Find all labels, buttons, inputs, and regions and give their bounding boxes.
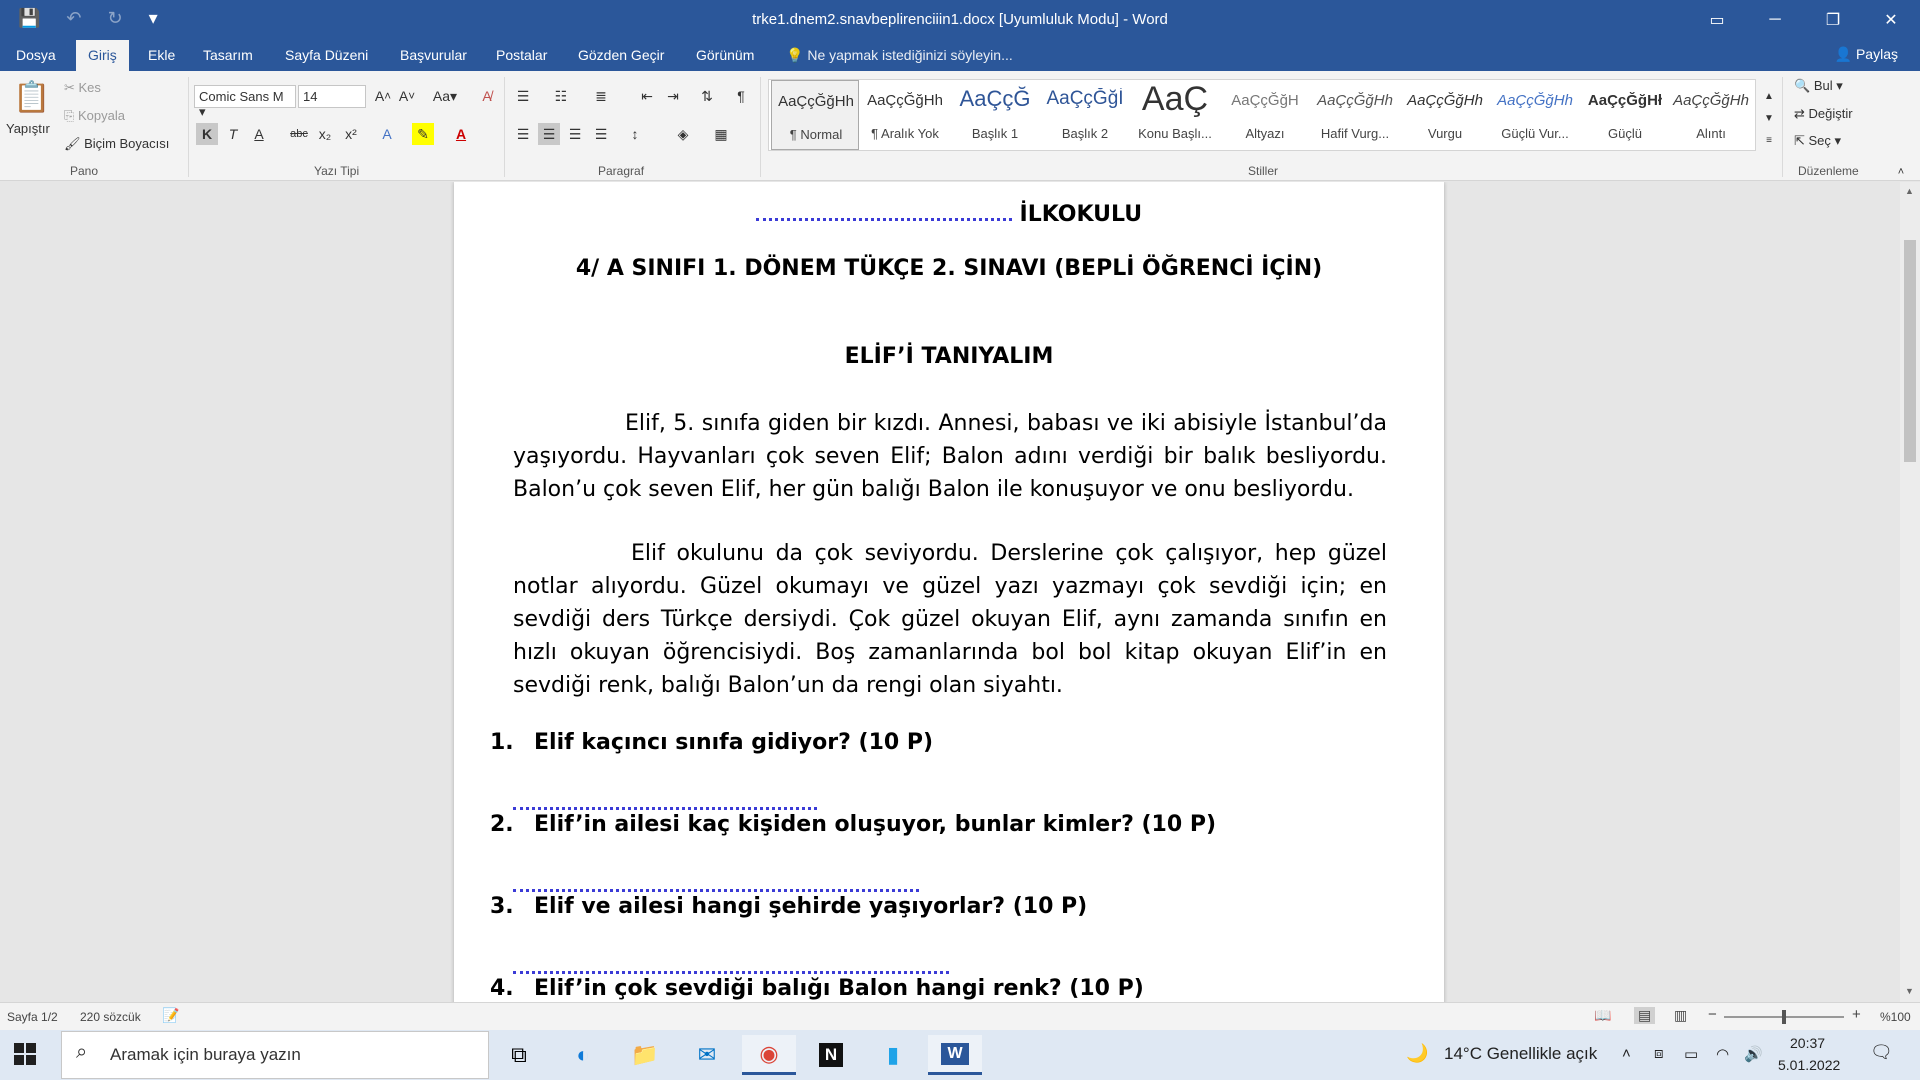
answer-line-2 bbox=[513, 884, 919, 892]
replace-button[interactable]: ⇄ Değiştir bbox=[1794, 106, 1853, 121]
align-right-icon[interactable]: ☰ bbox=[568, 125, 582, 142]
blank-line bbox=[756, 213, 1012, 221]
italic-button[interactable]: T bbox=[228, 126, 238, 142]
style-title[interactable]: AaÇ Konu Başlı... bbox=[1138, 80, 1212, 141]
style-subtitle[interactable]: AaÇçĞğH Altyazı bbox=[1231, 92, 1299, 141]
show-hidden-icons[interactable]: ˄ bbox=[1622, 1045, 1631, 1062]
paragraph-2: Elif okulunu da çok seviyordu. Derslerine çok çalışıyor, hep güzel notlar alıyordu. Güzel okumayı ve güzel yazı yazmayı çok sevdiği için; en sevdiği ders Türkçe dersiydi. Çok güzel okuyan Elif, aynı zamanda sınıfın en hızlı okuyan öğrencisiydi. Boş zamanlarında bol bol kitap okuyan Elif’in en sevdiği renk, balığı Balon’un da rengi olan siyahtı. bbox=[513, 541, 1387, 698]
battery-icon[interactable]: ▭ bbox=[1684, 1046, 1699, 1063]
title-bar bbox=[0, 0, 1920, 40]
styles-gallery bbox=[768, 79, 1756, 151]
clipboard-group-label: Pano bbox=[70, 164, 99, 178]
vertical-scrollbar[interactable] bbox=[1900, 182, 1920, 1002]
question-2: 2. Elif’in ailesi kaç kişiden oluşuyor, bunlar kimler? (10 P) bbox=[490, 812, 1216, 837]
line-spacing-icon[interactable]: ↕ bbox=[631, 126, 639, 142]
shading-icon[interactable]: ◈ bbox=[677, 125, 689, 142]
paragraph-group-label: Paragraf bbox=[598, 164, 645, 178]
tab-file[interactable]: Dosya bbox=[16, 47, 56, 63]
phone-app-icon[interactable]: ▮ bbox=[886, 1042, 900, 1067]
clock-date[interactable]: 5.01.2022 bbox=[1778, 1057, 1841, 1073]
search-icon: 🔍 bbox=[1794, 78, 1814, 93]
cut-button[interactable]: ✂ Kes bbox=[64, 80, 101, 95]
question-4: 4. Elif’in çok sevdiği balığı Balon hangi renk? (10 P) bbox=[490, 976, 1144, 1001]
share-button[interactable]: 👤 Paylaş bbox=[1834, 46, 1898, 62]
tab-design[interactable]: Tasarım bbox=[203, 47, 253, 63]
ribbon-tabs bbox=[0, 40, 1920, 71]
weather-icon[interactable]: 🌙 bbox=[1406, 1043, 1429, 1063]
font-color-icon[interactable]: A bbox=[455, 126, 467, 142]
document-page[interactable] bbox=[454, 182, 1444, 1002]
editing-group-label: Düzenleme bbox=[1798, 164, 1859, 178]
scrollbar-thumb[interactable] bbox=[1904, 240, 1916, 462]
lightbulb-icon: 💡 bbox=[786, 47, 808, 63]
zoom-out-icon[interactable]: − bbox=[1708, 1006, 1717, 1023]
tab-mailings[interactable]: Postalar bbox=[496, 47, 548, 63]
change-case-button[interactable]: Aa ▾ bbox=[432, 87, 458, 104]
windows-start-icon[interactable] bbox=[14, 1043, 36, 1065]
customize-qat-icon[interactable]: ▾ bbox=[148, 8, 158, 28]
format-painter-button[interactable]: 🖌 Biçim Boyacısı bbox=[64, 136, 170, 151]
style-emphasis[interactable]: AaÇçĞğHh Vurgu bbox=[1407, 92, 1483, 141]
style-heading-2[interactable]: AaÇçĞğİ Başlık 2 bbox=[1046, 88, 1124, 141]
font-name-dropdown[interactable]: Comic Sans M ▾ bbox=[194, 85, 296, 108]
select-button[interactable]: ⇱ Seç ▾ bbox=[1794, 133, 1842, 148]
taskbar-search-box[interactable]: ⌕ Aramak için buraya yazın bbox=[61, 1031, 489, 1079]
multilevel-list-icon[interactable]: ≣ bbox=[595, 87, 607, 104]
exam-title: 4/ A SINIFI 1. DÖNEM TÜKÇE 2. SINAVI (BEPLİ ÖĞRENCİ İÇİN) bbox=[575, 256, 1323, 281]
style-subtle-emphasis[interactable]: AaÇçĞğHh Hafif Vurg... bbox=[1317, 92, 1393, 141]
story-title: ELİF’İ TANIYALIM bbox=[844, 344, 1054, 369]
style-quote[interactable]: AaÇçĞğHh Alıntı bbox=[1673, 92, 1749, 141]
search-icon: ⌕ bbox=[76, 1041, 88, 1063]
edge-icon[interactable]: ◐ bbox=[576, 1042, 590, 1067]
taskbar bbox=[0, 1030, 1920, 1080]
styles-group-label: Stiller bbox=[1248, 164, 1279, 178]
tab-layout[interactable]: Sayfa Düzeni bbox=[285, 47, 369, 63]
find-button[interactable]: 🔍 Bul ▾ bbox=[1794, 78, 1843, 93]
justify-icon[interactable]: ☰ bbox=[594, 125, 608, 142]
style-normal[interactable]: AaÇçĞğHh ¶ Normal bbox=[771, 80, 859, 150]
zoom-slider[interactable] bbox=[1724, 1016, 1844, 1018]
minimize-button[interactable]: ─ bbox=[1769, 11, 1781, 28]
style-intense-emphasis[interactable]: AaÇçĞğHh Güçlü Vur... bbox=[1497, 92, 1573, 141]
tell-me-search[interactable]: 💡 Ne yapmak istediğinizi söyleyin... bbox=[786, 47, 1013, 63]
show-marks-icon[interactable]: ¶ bbox=[737, 88, 745, 104]
tab-home[interactable]: Giriş bbox=[76, 40, 129, 71]
underline-button[interactable]: A bbox=[254, 126, 264, 142]
decrease-indent-icon[interactable]: ⇤ bbox=[641, 87, 653, 104]
web-layout-icon[interactable]: ▥ bbox=[1674, 1007, 1688, 1023]
shrink-font-icon[interactable]: A ˅ bbox=[398, 88, 416, 104]
school-name: İLKOKULU bbox=[1019, 202, 1143, 227]
superscript-button[interactable]: x² bbox=[345, 126, 357, 142]
numbering-icon[interactable]: ☷ bbox=[554, 87, 568, 104]
page-count[interactable]: Sayfa 1/2 bbox=[7, 1010, 58, 1024]
question-3: 3. Elif ve ailesi hangi şehirde yaşıyorlar? (10 P) bbox=[490, 894, 1088, 919]
text-effects-icon[interactable]: A bbox=[382, 126, 392, 142]
zoom-level[interactable]: %100 bbox=[1880, 1010, 1911, 1024]
borders-icon[interactable]: ▦ bbox=[714, 125, 728, 142]
notion-icon[interactable]: N bbox=[804, 1035, 858, 1075]
tab-review[interactable]: Gözden Geçir bbox=[578, 47, 665, 63]
scroll-up-icon[interactable]: ▲ bbox=[1905, 186, 1914, 196]
styles-scroll-down-icon[interactable]: ▼ bbox=[1764, 112, 1774, 124]
copy-button[interactable]: ⎘ Kopyala bbox=[64, 108, 125, 123]
read-mode-icon[interactable]: 📖 bbox=[1594, 1007, 1612, 1023]
task-view-icon[interactable]: ⧉ bbox=[511, 1042, 527, 1067]
font-group-label: Yazı Tipi bbox=[314, 164, 360, 178]
align-center-icon[interactable]: ☰ bbox=[538, 123, 560, 145]
ribbon bbox=[0, 71, 1920, 181]
zoom-slider-thumb[interactable] bbox=[1782, 1010, 1786, 1024]
answer-line-1 bbox=[513, 802, 817, 810]
bullets-icon[interactable]: ☰ bbox=[516, 87, 530, 104]
notifications-icon[interactable]: 🗨 bbox=[1870, 1042, 1893, 1062]
save-icon[interactable]: 💾 bbox=[18, 8, 41, 28]
paste-button[interactable]: Yapıştır bbox=[6, 121, 50, 136]
scroll-down-icon[interactable]: ▼ bbox=[1905, 986, 1914, 996]
clear-formatting-icon[interactable]: A̸ bbox=[482, 88, 492, 104]
grow-font-icon[interactable]: A ˄ bbox=[374, 88, 392, 104]
chrome-icon[interactable]: ◉ bbox=[742, 1035, 796, 1075]
proofing-icon[interactable]: 📝 bbox=[162, 1007, 180, 1023]
sort-icon[interactable]: ⇅ bbox=[701, 87, 713, 104]
window-title: trke1.dnem2.snavbeplirenciiin1.docx [Uyumluluk Modu] - Word bbox=[752, 11, 1168, 28]
word-count[interactable]: 220 sözcük bbox=[80, 1010, 141, 1024]
style-heading-1[interactable]: AaÇçĞ Başlık 1 bbox=[959, 86, 1031, 141]
paragraph-1: Elif, 5. sınıfa giden bir kızdı. Annesi, babası ve iki abisiyle İstanbul’da yaşıyordu. Hayvanları çok seven Elif; Balon adını verdiği bir balık besliyordu. Balon’u çok seven Elif, her gün balığı Balon ile konuşuyor ve onu besliyordu. bbox=[513, 411, 1387, 502]
answer-line-3 bbox=[513, 966, 949, 974]
weather-text[interactable]: 14°C Genellikle açık bbox=[1444, 1044, 1598, 1063]
increase-indent-icon[interactable]: ⇥ bbox=[667, 87, 679, 104]
highlight-icon[interactable]: ✎ bbox=[412, 123, 434, 145]
subscript-button[interactable]: x₂ bbox=[318, 126, 332, 142]
school-line bbox=[454, 202, 1444, 227]
font-size-dropdown[interactable]: 14 bbox=[298, 85, 366, 108]
style-strong[interactable]: AaÇçĞğHł Güçlü bbox=[1587, 92, 1663, 141]
redo-icon[interactable]: ↻ bbox=[107, 8, 123, 28]
bold-button[interactable]: K bbox=[196, 123, 218, 145]
file-explorer-icon[interactable]: 📁 bbox=[631, 1042, 659, 1067]
question-1: 1. Elif kaçıncı sınıfa gidiyor? (10 P) bbox=[490, 730, 934, 755]
close-button[interactable]: ✕ bbox=[1884, 12, 1898, 29]
strikethrough-button[interactable]: abc bbox=[290, 128, 308, 140]
tab-references[interactable]: Başvurular bbox=[400, 47, 467, 63]
clock-time[interactable]: 20:37 bbox=[1790, 1035, 1826, 1051]
wifi-icon[interactable]: ◠ bbox=[1716, 1046, 1730, 1063]
print-layout-icon[interactable]: ▤ bbox=[1634, 1007, 1655, 1024]
align-left-icon[interactable]: ☰ bbox=[516, 125, 530, 142]
collapse-ribbon-icon[interactable]: ˄ bbox=[1897, 166, 1905, 178]
ribbon-display-options-icon[interactable]: ▭ bbox=[1709, 12, 1725, 29]
maximize-button[interactable]: ❐ bbox=[1825, 12, 1841, 29]
undo-icon[interactable]: ↶ bbox=[66, 8, 82, 28]
person-icon: 👤 bbox=[1834, 46, 1856, 62]
document-area bbox=[0, 182, 1900, 1002]
status-bar bbox=[0, 1002, 1920, 1030]
zoom-in-icon[interactable]: + bbox=[1852, 1006, 1861, 1023]
style-no-spacing[interactable]: AaÇçĞğHh ¶ Aralık Yok bbox=[867, 92, 943, 141]
styles-scroll-up-icon[interactable]: ▲ bbox=[1764, 90, 1774, 102]
tab-view[interactable]: Görünüm bbox=[696, 47, 755, 63]
word-icon[interactable]: W bbox=[928, 1035, 982, 1075]
tab-insert[interactable]: Ekle bbox=[148, 47, 176, 63]
volume-icon[interactable]: 🔊 bbox=[1744, 1046, 1763, 1063]
paste-icon[interactable]: 📋 bbox=[13, 80, 51, 114]
mail-icon[interactable]: ✉ bbox=[697, 1042, 717, 1067]
meet-now-icon[interactable]: ⧈ bbox=[1654, 1045, 1664, 1062]
styles-more-icon[interactable]: ≡ bbox=[1766, 134, 1772, 146]
